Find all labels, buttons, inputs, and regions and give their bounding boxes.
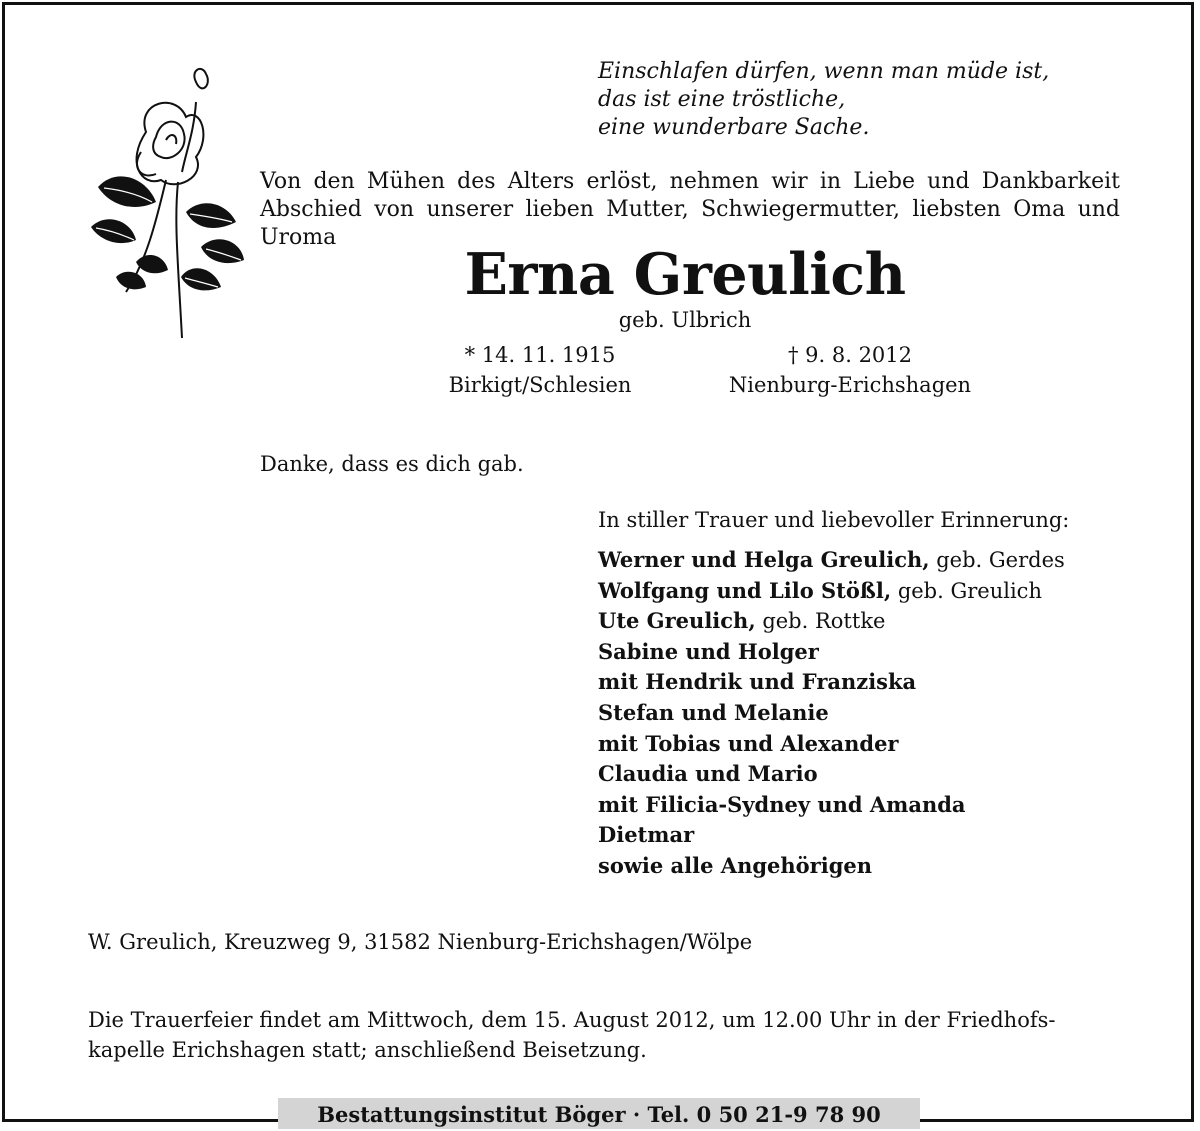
family-row	[598, 545, 1065, 576]
family-address: W. Greulich, Kreuzweg 9, 31582 Nienburg-Erichshagen/Wölpe	[88, 930, 753, 954]
family-note: geb. Greulich	[891, 578, 1042, 603]
funeral-line: Die Trauerfeier findet am Mittwoch, dem 15. August 2012, um 12.00 Uhr in der Friedhofs-	[88, 1008, 1056, 1032]
birth-date: * 14. 11. 1915	[464, 343, 616, 367]
funeral-notice	[88, 1005, 1118, 1065]
quote-line: das ist eine tröstliche,	[598, 87, 846, 112]
intro-line: Abschied von unserer lieben Mutter, Schwiegermutter, liebsten Oma und	[260, 197, 1120, 222]
family-name: Dietmar	[598, 822, 695, 848]
family-name: Sabine und Holger	[598, 638, 819, 664]
deceased-name: Erna Greulich	[464, 241, 906, 308]
family-name: Stefan und Melanie	[598, 699, 829, 725]
maiden-name: geb. Ulbrich	[618, 308, 752, 332]
family-row	[598, 790, 1065, 821]
family-name: mit Hendrik und Franziska	[598, 669, 917, 695]
family-list	[598, 545, 1065, 882]
family-name: Werner und Helga Greulich,	[598, 547, 930, 572]
thanks-line: Danke, dass es dich gab.	[260, 452, 524, 476]
family-row	[598, 851, 1065, 882]
family-row	[598, 637, 1065, 668]
family-row	[598, 820, 1065, 851]
birth-info	[440, 340, 640, 400]
family-name: sowie alle Angehörigen	[598, 852, 873, 878]
intro-line: Uroma	[260, 225, 337, 250]
family-note: geb. Rottke	[755, 609, 886, 634]
epigraph-quote	[598, 58, 1049, 142]
quote-line: Einschlafen dürfen, wenn man müde ist,	[598, 59, 1050, 84]
family-row	[598, 606, 1065, 637]
family-name: mit Tobias und Alexander	[598, 730, 899, 756]
family-name: Ute Greulich,	[598, 608, 756, 634]
family-row	[598, 698, 1065, 729]
funeral-line: kapelle Erichshagen statt; anschließend Beisetzung.	[88, 1038, 647, 1062]
family-row	[598, 576, 1065, 607]
death-info	[710, 340, 990, 400]
family-row	[598, 667, 1065, 698]
family-name: Wolfgang und Lilo Stößl,	[598, 577, 892, 603]
family-name: mit Filicia-Sydney und Amanda	[598, 791, 966, 817]
family-name: Claudia und Mario	[598, 761, 818, 787]
mourning-intro: In stiller Trauer und liebevoller Erinnerung:	[598, 508, 1070, 532]
intro-line: Von den Mühen des Alters erlöst, nehmen wir in Liebe und Dankbarkeit	[260, 169, 1120, 194]
family-row	[598, 729, 1065, 760]
death-place: Nienburg-Erichshagen	[728, 373, 972, 397]
family-row	[598, 759, 1065, 790]
family-note: geb. Gerdes	[929, 548, 1065, 572]
birth-place: Birkigt/Schlesien	[448, 373, 632, 397]
funeral-home-banner: Bestattungsinstitut Böger · Tel. 0 50 21-9 78 90	[278, 1098, 920, 1129]
death-date: † 9. 8. 2012	[787, 343, 913, 367]
quote-line: eine wunderbare Sache.	[598, 115, 870, 140]
